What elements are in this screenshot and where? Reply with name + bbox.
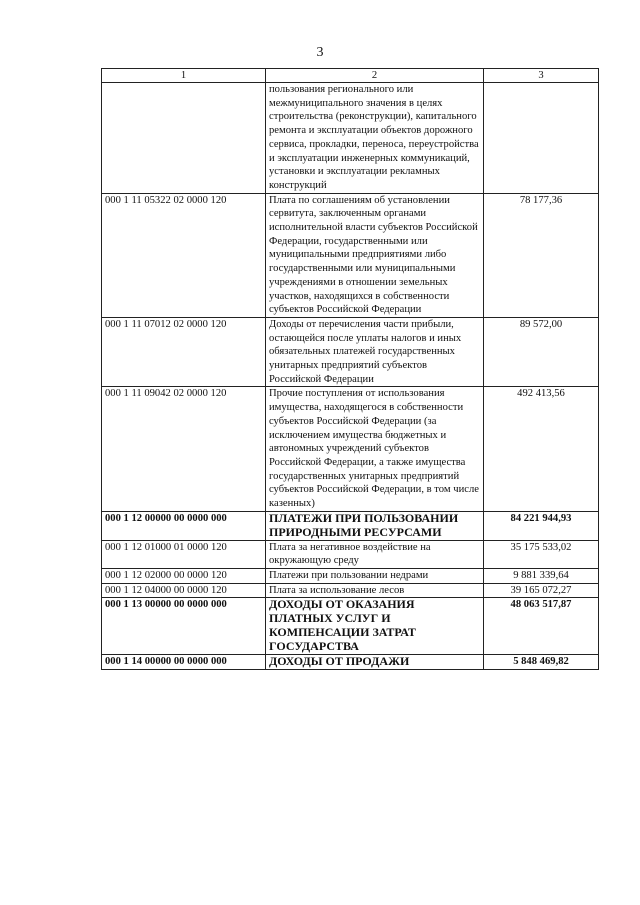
amount-cell: 35 175 533,02 (484, 540, 599, 568)
table-row (102, 540, 599, 568)
amount-cell: 48 063 517,87 (484, 598, 599, 655)
table-row (102, 569, 599, 584)
header-cell-amount: 3 (484, 69, 599, 83)
amount-cell: 84 221 944,93 (484, 511, 599, 540)
code-cell (102, 83, 266, 194)
table-row (102, 193, 599, 317)
code-cell: 000 1 13 00000 00 0000 000 (102, 598, 266, 655)
name-cell: ДОХОДЫ ОТ ОКАЗАНИЯ ПЛАТНЫХ УСЛУГ И КОМПЕНСАЦИИ ЗАТРАТ ГОСУДАРСТВА (266, 598, 484, 655)
amount-cell: 5 848 469,82 (484, 655, 599, 670)
table-row (102, 83, 599, 194)
code-cell: 000 1 11 09042 02 0000 120 (102, 387, 266, 511)
header-cell-name: 2 (266, 69, 484, 83)
name-cell: ПЛАТЕЖИ ПРИ ПОЛЬЗОВАНИИ ПРИРОДНЫМИ РЕСУРСАМИ (266, 511, 484, 540)
table-header-row (102, 69, 599, 83)
table-row (102, 387, 599, 511)
code-cell: 000 1 14 00000 00 0000 000 (102, 655, 266, 670)
header-cell-code: 1 (102, 69, 266, 83)
code-cell: 000 1 12 02000 00 0000 120 (102, 569, 266, 584)
code-cell: 000 1 12 00000 00 0000 000 (102, 511, 266, 540)
name-cell: пользования регионального или межмуниципального значения в целях строительства (реконструкции), капитального ремонта и эксплуатации объектов дорожного сервиса, прокладки, переноса, переустройства и эксплуатации инженерных коммуникаций, установки и эксплуатации рекламных конструкций (266, 83, 484, 194)
amount-cell (484, 83, 599, 194)
table-row-section (102, 598, 599, 655)
amount-cell: 89 572,00 (484, 317, 599, 387)
code-cell: 000 1 11 07012 02 0000 120 (102, 317, 266, 387)
name-cell: Плата за негативное воздействие на окружающую среду (266, 540, 484, 568)
name-cell: Плата за использование лесов (266, 583, 484, 598)
name-cell: Доходы от перечисления части прибыли, остающейся после уплаты налогов и иных обязательных платежей государственных унитарных предприятий субъектов Российской Федерации (266, 317, 484, 387)
name-cell: Плата по соглашениям об установлении сервитута, заключенным органами исполнительной власти субъектов Российской Федерации, государственными или муниципальными предприятиями либо государственными или муниципальными учреждениями в отношении земельных участков, находящихся в собственности субъектов Российской Федерации (266, 193, 484, 317)
name-cell: Платежи при пользовании недрами (266, 569, 484, 584)
table-row-section (102, 511, 599, 540)
table-row (102, 317, 599, 387)
name-cell: Прочие поступления от использования имущества, находящегося в собственности субъектов Российской Федерации (за исключением имущества бюджетных и автономных учреждений субъектов Российской Федерации, а также имущества государственных унитарных предприятий субъектов Российской Федерации, в том числе казенных) (266, 387, 484, 511)
page-number: 3 (316, 45, 324, 60)
table-row (102, 583, 599, 598)
amount-cell: 39 165 072,27 (484, 583, 599, 598)
code-cell: 000 1 11 05322 02 0000 120 (102, 193, 266, 317)
code-cell: 000 1 12 04000 00 0000 120 (102, 583, 266, 598)
table-row-section (102, 655, 599, 670)
amount-cell: 9 881 339,64 (484, 569, 599, 584)
amount-cell: 492 413,56 (484, 387, 599, 511)
code-cell: 000 1 12 01000 01 0000 120 (102, 540, 266, 568)
amount-cell: 78 177,36 (484, 193, 599, 317)
name-cell: ДОХОДЫ ОТ ПРОДАЖИ (266, 655, 484, 670)
revenue-table (101, 68, 599, 670)
